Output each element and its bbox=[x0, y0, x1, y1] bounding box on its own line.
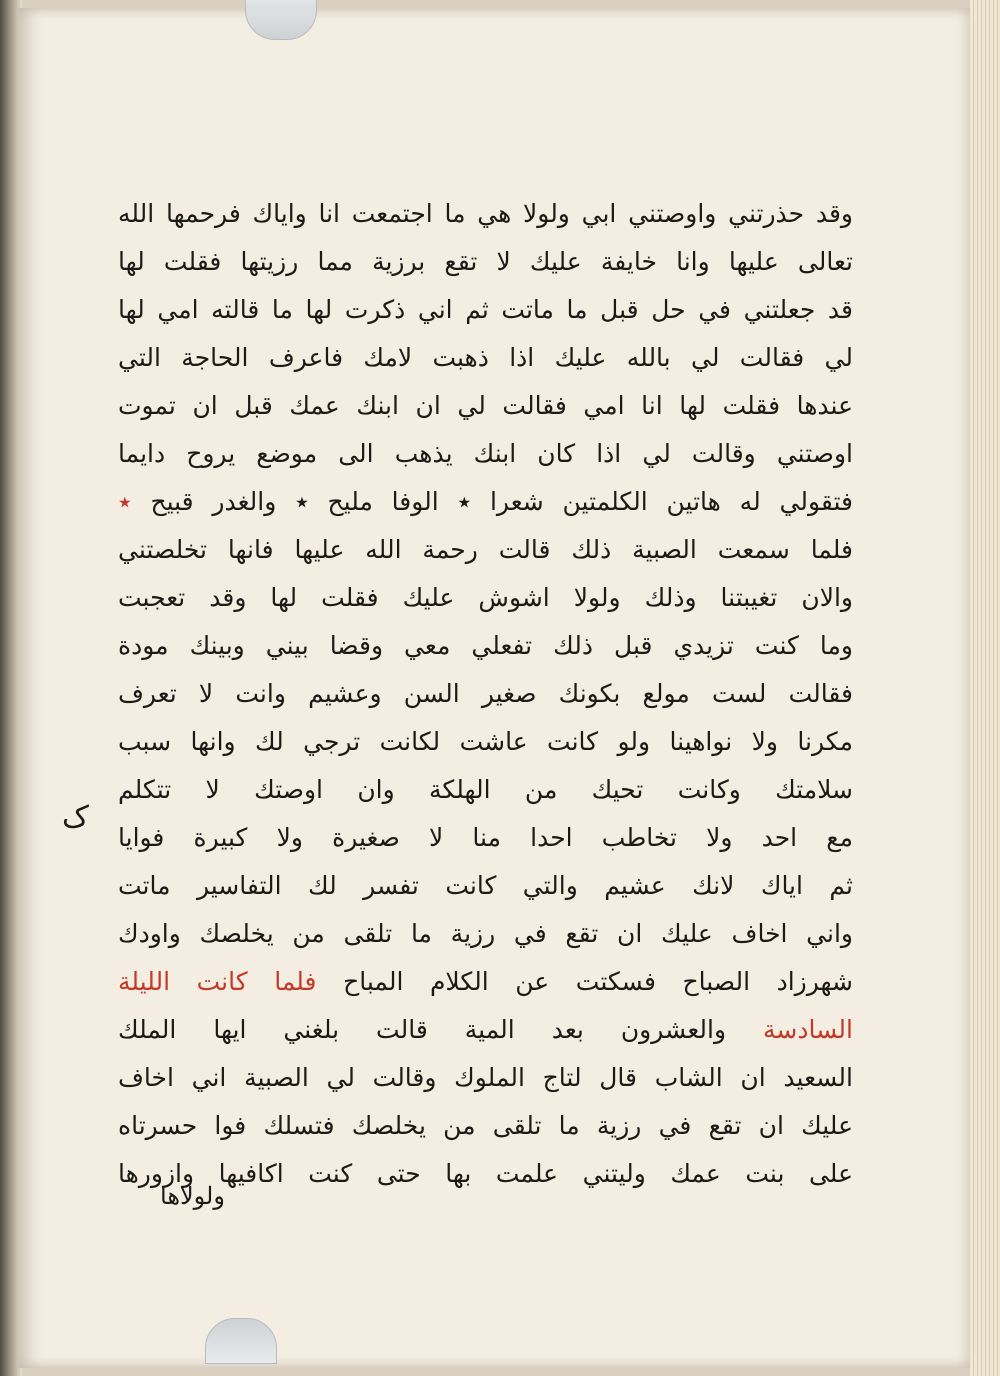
rubric-heading: فلما كانت الليلة bbox=[118, 967, 317, 996]
text-line: عندها فقلت لها انا امي فقالت لي ان ابنك عمك قبل ان تموت bbox=[118, 391, 853, 420]
text-line: على بنت عمك وليتني علمت بها حتى كنت اكافيها وازورها bbox=[118, 1159, 853, 1188]
text-line: واني اخاف عليك ان تقع في رزية ما تلقى من يخلصك واودك bbox=[118, 919, 853, 948]
text-line: ثم اياك لانك عشيم والتي كانت تفسر لك التفاسير ماتت bbox=[118, 871, 853, 900]
text-line: فلما سمعت الصبية ذلك قالت رحمة الله عليها فانها تخلصتني bbox=[118, 535, 853, 564]
text-line: تعالى عليها وانا خايفة عليك لا تقع برزية مما رزيتها فقلت لها bbox=[118, 247, 853, 276]
text-line: اوصتني وقالت لي اذا كان ابنك يذهب الى موضع يروح دايما bbox=[118, 439, 853, 468]
text-line: والان تغيبتنا وذلك ولولا اشوش عليك فقلت لها وقد تعجبت bbox=[118, 583, 853, 612]
text-line: السادسة والعشرون بعد المية قالت بلغني ايها الملك bbox=[118, 1015, 853, 1044]
text-line: فقالت لست مولع بكونك صغير السن وعشيم وانت لا تعرف bbox=[118, 679, 853, 708]
text-line: مكرنا ولا نواهينا ولو كانت عاشت لكانت ترجي لك وانها سبب bbox=[118, 727, 853, 756]
text-line: وقد حذرتني واوصتني ابي ولولا هي ما اجتمعت انا واياك فرحمها الله bbox=[118, 199, 853, 228]
text-line: وما كنت تزيدي قبل ذلك تفعلي معي وقضا بيني وبينك مودة bbox=[118, 631, 853, 660]
text-line: لي فقالت لي بالله عليك اذا ذهبت لامك فاعرف الحاجة التي bbox=[118, 343, 853, 372]
rubric-mark: ٭ bbox=[118, 487, 132, 516]
manuscript-text-block bbox=[118, 190, 853, 1198]
text-line: شهرزاد الصباح فسكتت عن الكلام المباح فلما كانت الليلة bbox=[118, 967, 853, 996]
page-clip-bottom bbox=[205, 1318, 277, 1364]
text-line: سلامتك وكانت تحيك من الهلكة وان اوصتك لا تتكلم bbox=[118, 775, 853, 804]
catchword: ولولاها bbox=[160, 1182, 225, 1210]
text-line: السعيد ان الشاب قال لتاج الملوك وقالت لي الصبية اني اخاف bbox=[118, 1063, 853, 1092]
text-line: مع احد ولا تخاطب احدا منا لا صغيرة ولا كبيرة فوايا bbox=[118, 823, 853, 852]
margin-note: ک bbox=[62, 800, 89, 835]
page-edge bbox=[970, 0, 1000, 1376]
text-line: قد جعلتني في حل قبل ما ماتت ثم اني ذكرت لها ما قالته امي لها bbox=[118, 295, 853, 324]
rubric-heading: السادسة bbox=[763, 1015, 853, 1044]
text-line: فتقولي له هاتين الكلمتين شعرا ٭ الوفا مليح ٭ والغدر قبيح ٭ bbox=[118, 487, 853, 516]
text-line: عليك ان تقع في رزية ما تلقى من يخلصك فتسلك فوا حسرتاه bbox=[118, 1111, 853, 1140]
